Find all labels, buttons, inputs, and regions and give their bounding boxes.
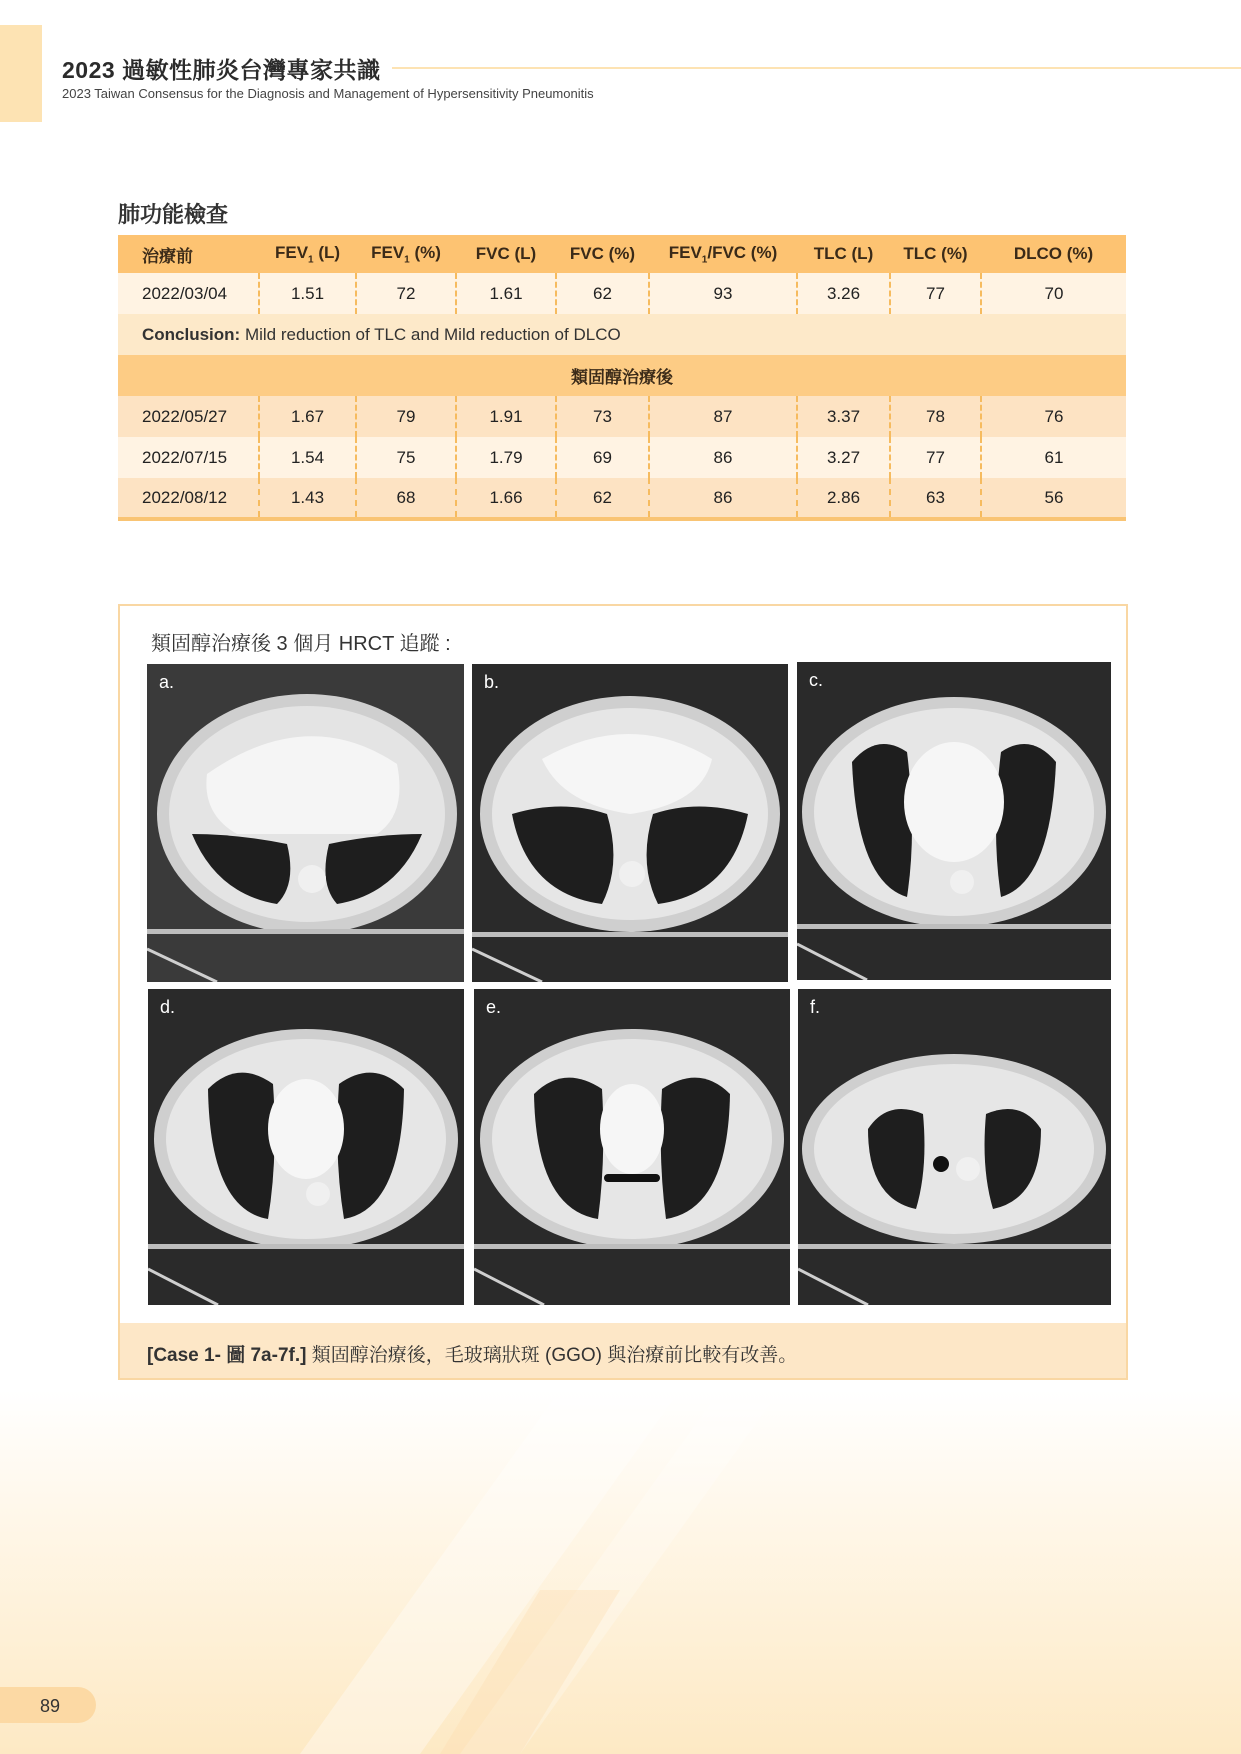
table-cell: 3.27 <box>797 437 890 478</box>
column-header-fvc-pct: FVC (%) <box>569 244 636 263</box>
ct-panel-e <box>474 989 790 1305</box>
table-row <box>118 437 1126 478</box>
table-row-pretreatment <box>118 273 1126 314</box>
table-cell: 1.66 <box>456 478 556 519</box>
table-cell-date: 2022/03/04 <box>142 283 228 303</box>
table-row <box>118 478 1126 519</box>
ct-scan-image <box>474 989 790 1305</box>
ct-scan-image <box>472 664 788 982</box>
table-cell: 93 <box>649 273 797 314</box>
table-header-pretreatment: 治療前 <box>142 246 193 266</box>
table-cell: 86 <box>649 437 797 478</box>
column-header-dlco-pct: DLCO (%) <box>1013 244 1094 263</box>
table-row-post-treatment-header <box>118 355 1126 396</box>
column-header-fev1-pct: $FEV_1$ (%) <box>371 242 441 266</box>
ct-scan-image <box>798 989 1111 1305</box>
table-cell: 1.54 <box>259 437 356 478</box>
column-header-fev1-fvc: $FEV_1$/FVC (%) <box>668 242 778 266</box>
table-cell: 78 <box>890 396 981 437</box>
table-cell: 3.37 <box>797 396 890 437</box>
table-cell: 79 <box>356 396 456 437</box>
table-cell: 2.86 <box>797 478 890 519</box>
table-cell: 62 <box>556 478 649 519</box>
table-cell-date: 2022/07/15 <box>142 447 228 467</box>
ct-panel-c <box>797 662 1111 980</box>
table-cell: 77 <box>890 273 981 314</box>
column-header-fvc-l: FVC (L) <box>475 244 537 263</box>
background-decoration <box>0 1390 1241 1754</box>
panel-label-a: a. <box>159 672 175 692</box>
table-cell: 68 <box>356 478 456 519</box>
table-cell: 76 <box>981 396 1126 437</box>
pulmonary-function-table <box>118 235 1126 521</box>
conclusion-text: Mild reduction of TLC and Mild reduction of DLCO <box>240 324 621 344</box>
table-cell: 56 <box>981 478 1126 519</box>
figure-caption-label: [Case 1- 圖 7a-7f.] <box>147 1345 307 1366</box>
header-subtitle: 2023 Taiwan Consensus for the Diagnosis and Management of Hypersensitivity Pneumonitis <box>62 86 594 101</box>
figure-caption-text: 類固醇治療後，毛玻璃狀斑 (GGO) 與治療前比較有改善。 <box>306 1345 798 1366</box>
table-cell: 1.67 <box>259 396 356 437</box>
ct-panel-a <box>147 664 464 982</box>
ct-scan-image <box>148 989 464 1305</box>
table-row <box>118 396 1126 437</box>
table-row-conclusion <box>118 314 1126 355</box>
panel-label-b: b. <box>484 672 500 692</box>
conclusion-label: Conclusion: <box>142 324 241 344</box>
ct-panel-b <box>472 664 788 982</box>
table-cell: 86 <box>649 478 797 519</box>
header-side-tab <box>0 25 42 122</box>
ct-scan-image <box>147 664 464 982</box>
table-cell-date: 2022/08/12 <box>142 487 228 507</box>
table-cell: 1.51 <box>259 273 356 314</box>
ct-scan-image <box>797 662 1111 980</box>
column-header-tlc-l: TLC (L) <box>813 244 874 263</box>
table-cell: 1.91 <box>456 396 556 437</box>
table-cell: 75 <box>356 437 456 478</box>
table-cell: 1.79 <box>456 437 556 478</box>
table-cell: 87 <box>649 396 797 437</box>
figure-heading: 類固醇治療後 3 個月 HRCT 追蹤 : <box>151 633 451 655</box>
table-cell: 72 <box>356 273 456 314</box>
table-cell: 1.61 <box>456 273 556 314</box>
section-title: 肺功能檢查 <box>118 202 229 227</box>
table-cell: 1.43 <box>259 478 356 519</box>
table-cell: 73 <box>556 396 649 437</box>
table-cell: 61 <box>981 437 1126 478</box>
table-cell: 62 <box>556 273 649 314</box>
table-cell: 63 <box>890 478 981 519</box>
ct-panel-f <box>798 989 1111 1305</box>
panel-label-e: e. <box>486 997 502 1017</box>
header-title: 2023 過敏性肺炎台灣專家共識 <box>62 57 381 83</box>
figure-caption <box>147 1340 797 1367</box>
header-divider <box>392 67 1241 69</box>
page-number: 89 <box>40 1696 61 1716</box>
table-cell: 3.26 <box>797 273 890 314</box>
column-header-tlc-pct: TLC (%) <box>903 244 968 263</box>
ct-panel-d <box>148 989 464 1305</box>
panel-label-f: f. <box>810 997 821 1017</box>
column-header-fev1-l: $FEV_1$ (L) <box>274 242 341 266</box>
conclusion-cell <box>118 314 1126 355</box>
table-cell: 69 <box>556 437 649 478</box>
table-cell: 70 <box>981 273 1126 314</box>
table-cell: 77 <box>890 437 981 478</box>
table-header-row <box>118 235 1126 273</box>
post-treatment-header: 類固醇治療後 <box>118 355 1126 396</box>
panel-label-c: c. <box>809 670 824 690</box>
panel-label-d: d. <box>160 997 176 1017</box>
table-cell-date: 2022/05/27 <box>142 406 228 426</box>
